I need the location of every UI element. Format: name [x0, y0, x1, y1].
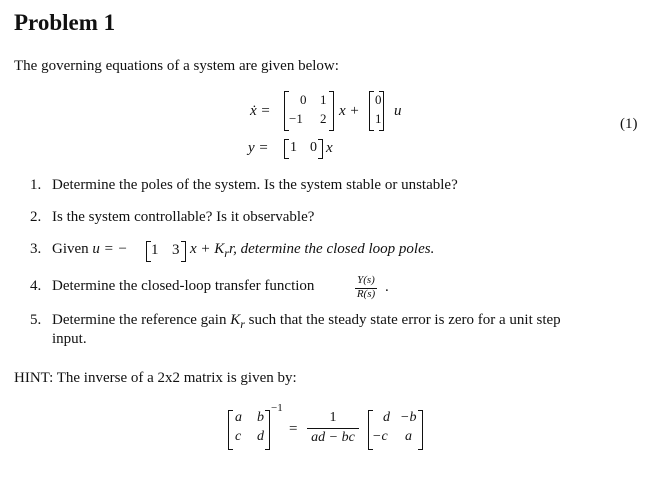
question-2 — [30, 209, 314, 226]
bracket-left — [369, 91, 374, 131]
question-text: Is the system controllable? Is it observable? — [52, 209, 315, 225]
matrix-m-cell: b — [257, 410, 264, 425]
question-number: 3. — [30, 241, 42, 257]
matrix-inv-cell: −c — [372, 429, 388, 444]
question-text: r, determine the closed loop poles. — [228, 241, 435, 257]
u-symbol: u — [394, 103, 402, 119]
bracket-left — [228, 410, 233, 450]
matrix-b-cell: 1 — [375, 111, 382, 126]
question-1 — [30, 177, 458, 194]
frac-denominator: R(s) — [356, 288, 376, 300]
fraction-bar — [307, 428, 359, 429]
matrix-inv-cell: −b — [400, 410, 417, 425]
intro-text: The governing equations of a system are given below: — [14, 58, 339, 74]
equals: = — [289, 421, 298, 437]
question-number: 1. — [30, 177, 42, 193]
matrix-a-cell: 2 — [320, 111, 327, 126]
bracket-right — [318, 139, 323, 159]
question-text: Determine the poles of the system. Is the system stable or unstable? — [52, 177, 458, 193]
frac-denominator: ad − bc — [311, 430, 355, 445]
question-math: u = − — [92, 241, 128, 257]
page-title: Problem 1 — [14, 10, 116, 35]
xdot-lhs: ẋ = — [250, 103, 271, 119]
bracket-right — [379, 91, 384, 131]
question-text: Determine the closed-loop transfer function — [52, 278, 315, 294]
question-text: Given — [52, 241, 93, 257]
question-number: 4. — [30, 278, 42, 294]
gain-k-cell: 3 — [172, 242, 180, 258]
subscript: r — [224, 246, 229, 260]
period: . — [385, 279, 389, 295]
matrix-inv-cell: d — [383, 410, 390, 425]
bracket-right — [418, 410, 423, 450]
matrix-a-cell: 1 — [320, 92, 327, 107]
question-text: Determine the reference gain — [52, 312, 231, 328]
bracket-right — [265, 410, 270, 450]
frac-numerator: Y(s) — [357, 274, 375, 286]
bracket-right — [181, 241, 186, 262]
matrix-c-cell: 0 — [310, 140, 317, 155]
frac-numerator: 1 — [329, 410, 337, 425]
hint-text: HINT: The inverse of a 2x2 matrix is given by: — [14, 370, 297, 386]
matrix-m-cell: d — [257, 429, 264, 444]
matrix-m-cell: a — [235, 410, 242, 425]
equation-number: (1) — [620, 116, 638, 132]
matrix-m-cell: c — [235, 429, 242, 444]
gain-k-cell: 1 — [151, 242, 159, 258]
bracket-right — [329, 91, 334, 131]
matrix-inv-cell: a — [405, 429, 412, 444]
question-3-tail — [190, 241, 434, 258]
bracket-left — [284, 139, 289, 159]
subscript: r — [240, 317, 245, 331]
question-text: such that the steady state error is zero for a unit step — [244, 312, 561, 328]
question-math: x + K — [190, 241, 225, 257]
question-5 — [30, 312, 561, 329]
exponent: −1 — [271, 402, 283, 414]
question-3 — [30, 241, 128, 258]
x-plus: x + — [339, 103, 360, 119]
question-4 — [30, 278, 314, 295]
question-math: K — [230, 312, 241, 328]
matrix-a-cell: −1 — [289, 111, 303, 126]
question-number: 5. — [30, 312, 42, 328]
question-number: 2. — [30, 209, 42, 225]
y-lhs: y = — [248, 140, 269, 156]
matrix-a-cell: 0 — [300, 92, 307, 107]
question-5-cont: input. — [52, 331, 87, 347]
x-symbol: x — [326, 140, 333, 156]
matrix-c-cell: 1 — [290, 140, 297, 155]
matrix-b-cell: 0 — [375, 92, 382, 107]
